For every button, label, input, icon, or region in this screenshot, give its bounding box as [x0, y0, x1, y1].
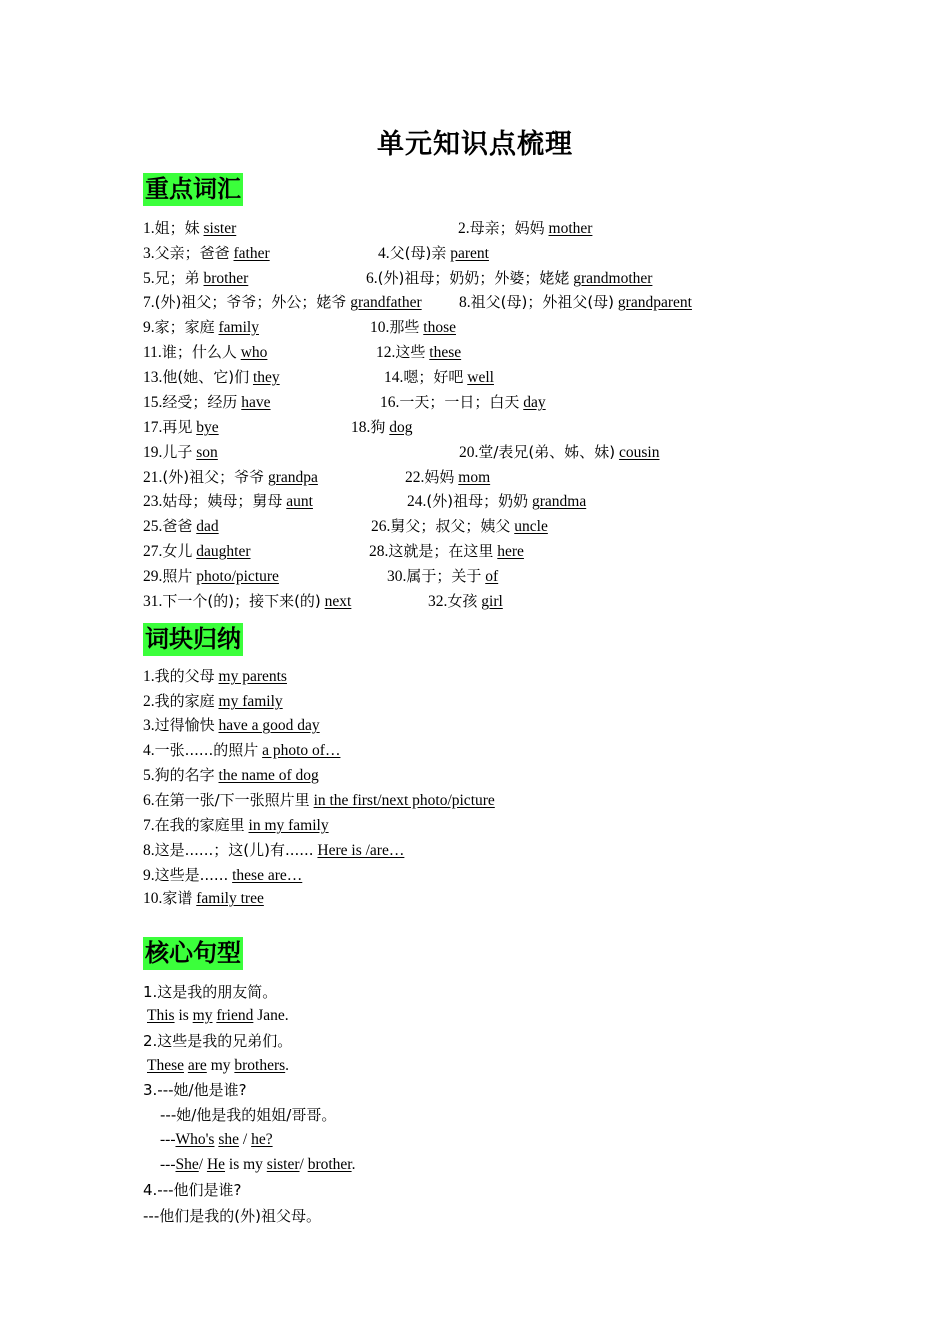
item-answer: son: [196, 444, 218, 461]
item-number: 11.: [143, 344, 162, 361]
item-answer: next: [324, 593, 352, 610]
answer: my: [192, 1007, 213, 1024]
item-answer: of: [485, 568, 499, 585]
item-number: 15.: [143, 394, 163, 411]
item-number: 13.: [143, 369, 163, 386]
item-answer: in my family: [248, 817, 329, 834]
item-number: 28.: [369, 543, 389, 560]
item-chinese: 姑母；姨母；舅母: [162, 492, 283, 510]
item-number: 17.: [143, 419, 163, 436]
item-chinese: 一天；一日；白天: [399, 393, 520, 411]
item-answer: they: [252, 369, 280, 386]
section-heading-vocab: 重点词汇: [143, 173, 243, 206]
item-number: 27.: [143, 543, 163, 560]
phrase-item: [143, 815, 329, 836]
vocab-item: [143, 541, 251, 562]
vocab-item: [428, 591, 503, 612]
answer: brother: [307, 1156, 352, 1173]
text: my: [206, 1057, 235, 1074]
item-answer: grandpa: [267, 469, 318, 486]
item-number: 6.: [366, 270, 378, 287]
item-chinese: 儿子: [162, 443, 193, 461]
item-chinese: 我的父母: [154, 667, 215, 685]
item-chinese: 父(母)亲: [389, 244, 447, 262]
item-answer: here: [497, 543, 524, 560]
vocab-item: [376, 342, 461, 363]
vocab-item: [143, 591, 351, 612]
sentence-4-cn-answer: ---他们是我的(外)祖父母。: [143, 1207, 321, 1225]
sentence-2-cn: 2.这些是我的兄弟们。: [143, 1032, 293, 1050]
phrase-item: [143, 666, 287, 687]
item-chinese: 那些: [389, 318, 420, 336]
item-chinese: 兄；弟: [154, 269, 200, 287]
answer: This: [147, 1007, 175, 1024]
phrase-item: [143, 865, 302, 886]
text: Jane.: [253, 1007, 289, 1024]
item-answer: aunt: [286, 493, 313, 510]
item-chinese: (外)祖母；奶奶: [426, 492, 529, 510]
sentence-1-cn: 1.这是我的朋友简。: [143, 983, 278, 1001]
item-answer: have a good day: [218, 717, 320, 734]
item-chinese: (外)祖父；爷爷；外公；姥爷: [154, 293, 347, 311]
vocab-item: [407, 491, 586, 512]
item-answer: parent: [450, 245, 489, 262]
item-chinese: 照片: [162, 567, 193, 585]
text: ---: [160, 1156, 176, 1173]
sentence-3-cn: 3.---她/他是谁?: [143, 1081, 247, 1099]
item-number: 7.: [143, 294, 155, 311]
item-answer: dad: [196, 518, 219, 535]
answer: she: [218, 1131, 240, 1148]
item-answer: brother: [203, 270, 249, 287]
item-answer: the name of dog: [218, 767, 319, 784]
item-answer: those: [423, 319, 456, 336]
item-answer: uncle: [514, 518, 548, 535]
item-chinese: 母亲；妈妈: [469, 219, 545, 237]
vocab-item: [143, 442, 218, 463]
answer: friend: [216, 1007, 254, 1024]
text: is my: [225, 1156, 267, 1173]
vocab-item: [143, 292, 422, 313]
item-answer: father: [233, 245, 270, 262]
text: .: [285, 1057, 290, 1074]
text: /: [299, 1156, 308, 1173]
item-answer: grandma: [531, 493, 587, 510]
item-chinese: 这就是；在这里: [388, 542, 494, 560]
item-chinese: 女孩: [447, 592, 478, 610]
phrase-item: [143, 840, 404, 861]
vocab-item: [143, 268, 248, 289]
item-chinese: (外)祖父；爷爷: [162, 468, 265, 486]
item-answer: cousin: [619, 444, 660, 461]
item-chinese: 过得愉快: [154, 716, 215, 734]
answer: brothers: [234, 1057, 286, 1074]
item-chinese: 谁；什么人: [161, 343, 237, 361]
item-number: 29.: [143, 568, 163, 585]
phrase-item: [143, 691, 283, 712]
vocab-item: [371, 516, 548, 537]
phrase-item: [143, 740, 340, 761]
item-number: 25.: [143, 518, 163, 535]
item-chinese: 属于；关于: [406, 567, 482, 585]
item-answer: well: [467, 369, 494, 386]
item-chinese: 父亲；爸爸: [154, 244, 230, 262]
item-answer: my parents: [218, 668, 287, 685]
item-answer: daughter: [196, 543, 251, 560]
answer: he?: [251, 1131, 273, 1148]
item-answer: have: [241, 394, 271, 411]
item-answer: my family: [218, 693, 283, 710]
item-answer: grandmother: [573, 270, 653, 287]
item-number: 20.: [459, 444, 479, 461]
item-answer: these: [429, 344, 462, 361]
sentence-3-en-answer: [160, 1155, 355, 1175]
item-chinese: 妈妈: [424, 468, 455, 486]
item-number: 30.: [387, 568, 407, 585]
item-chinese: 狗的名字: [154, 766, 215, 784]
item-chinese: 家谱: [162, 889, 193, 907]
phrase-item: [143, 790, 495, 811]
item-answer: dog: [389, 419, 413, 436]
item-number: 10.: [143, 890, 163, 907]
item-number: 8.: [459, 294, 471, 311]
item-number: 7.: [143, 817, 155, 834]
sentence-2-en: [147, 1056, 289, 1076]
vocab-item: [143, 467, 318, 488]
vocab-item: [378, 243, 489, 264]
item-answer: in the first/next photo/picture: [313, 792, 495, 809]
vocab-item: [459, 442, 659, 463]
item-answer: a photo of…: [262, 742, 341, 759]
item-chinese: (外)祖母；奶奶；外婆；姥姥: [377, 269, 570, 287]
item-number: 16.: [380, 394, 400, 411]
vocab-item: [384, 367, 494, 388]
item-number: 9.: [143, 319, 155, 336]
vocab-item: [143, 516, 219, 537]
item-answer: Here is /are…: [317, 842, 405, 859]
answer: sister: [266, 1156, 300, 1173]
vocab-item: [143, 566, 279, 587]
item-answer: photo/picture: [196, 568, 279, 585]
phrase-item: [143, 765, 319, 786]
item-number: 3.: [143, 245, 155, 262]
item-answer: girl: [481, 593, 503, 610]
item-chinese: 这是......；这(儿)有......: [154, 841, 314, 859]
item-number: 24.: [407, 493, 427, 510]
vocab-item: [370, 317, 456, 338]
item-chinese: 这些: [395, 343, 426, 361]
vocab-item: [143, 491, 313, 512]
item-chinese: 我的家庭: [154, 692, 215, 710]
vocab-item: [366, 268, 652, 289]
item-answer: grandparent: [617, 294, 692, 311]
sentence-1-en: [147, 1006, 289, 1026]
vocab-item: [458, 218, 592, 239]
item-chinese: 堂/表兄(弟、姊、妹): [478, 443, 616, 461]
item-number: 21.: [143, 469, 163, 486]
item-chinese: 经受；经历: [162, 393, 238, 411]
item-number: 8.: [143, 842, 155, 859]
item-number: 32.: [428, 593, 448, 610]
vocab-item: [143, 317, 259, 338]
item-number: 14.: [384, 369, 404, 386]
item-chinese: 女儿: [162, 542, 193, 560]
item-answer: these are…: [232, 867, 303, 884]
text: is: [174, 1007, 193, 1024]
item-number: 4.: [143, 742, 155, 759]
vocab-item: [380, 392, 546, 413]
item-chinese: 在我的家庭里: [154, 816, 245, 834]
answer: Who's: [175, 1131, 215, 1148]
vocab-item: [143, 417, 219, 438]
item-number: 5.: [143, 270, 155, 287]
section-heading-phrases: 词块归纳: [143, 623, 243, 656]
text: ---: [160, 1131, 176, 1148]
item-number: 23.: [143, 493, 163, 510]
item-number: 9.: [143, 867, 155, 884]
item-chinese: 他(她、它)们: [162, 368, 250, 386]
item-number: 1.: [143, 220, 155, 237]
vocab-item: [143, 218, 236, 239]
answer: She: [175, 1156, 199, 1173]
item-chinese: 家；家庭: [154, 318, 215, 336]
text: /: [198, 1156, 207, 1173]
text: .: [351, 1156, 356, 1173]
item-chinese: 嗯；好吧: [403, 368, 464, 386]
item-chinese: 下一个(的)；接下来(的): [162, 592, 321, 610]
text: /: [239, 1131, 252, 1148]
item-answer: bye: [196, 419, 219, 436]
vocab-item: [387, 566, 498, 587]
answer: He: [206, 1156, 226, 1173]
phrase-item: [143, 888, 264, 909]
item-answer: grandfather: [350, 294, 422, 311]
item-chinese: 祖父(母)；外祖父(母): [470, 293, 615, 311]
item-number: 10.: [370, 319, 390, 336]
item-chinese: 一张......的照片: [154, 741, 259, 759]
sentence-3-en-question: [160, 1130, 273, 1150]
item-number: 22.: [405, 469, 425, 486]
item-answer: family tree: [196, 890, 264, 907]
item-chinese: 这些是......: [154, 866, 229, 884]
item-chinese: 在第一张/下一张照片里: [154, 791, 310, 809]
item-answer: family: [218, 319, 259, 336]
item-number: 3.: [143, 717, 155, 734]
vocab-item: [143, 243, 270, 264]
section-heading-sentences: 核心句型: [143, 937, 243, 970]
item-number: 26.: [371, 518, 391, 535]
item-chinese: 再见: [162, 418, 193, 436]
item-chinese: 姐；妹: [154, 219, 200, 237]
item-number: 5.: [143, 767, 155, 784]
phrase-item: [143, 715, 320, 736]
item-number: 31.: [143, 593, 163, 610]
vocab-item: [143, 367, 280, 388]
vocab-item: [351, 417, 413, 438]
vocab-item: [143, 342, 267, 363]
sentence-3-cn-answer: ---她/他是我的姐姐/哥哥。: [160, 1106, 337, 1124]
sentence-4-cn: 4.---他们是谁?: [143, 1181, 242, 1199]
item-number: 6.: [143, 792, 155, 809]
item-answer: mom: [458, 469, 491, 486]
item-chinese: 爸爸: [162, 517, 193, 535]
item-number: 4.: [378, 245, 390, 262]
item-chinese: 舅父；叔父；姨父: [390, 517, 511, 535]
vocab-item: [405, 467, 490, 488]
item-answer: sister: [203, 220, 237, 237]
item-number: 12.: [376, 344, 396, 361]
item-number: 18.: [351, 419, 371, 436]
answer: These: [147, 1057, 185, 1074]
item-number: 19.: [143, 444, 163, 461]
item-number: 1.: [143, 668, 155, 685]
vocab-item: [459, 292, 692, 313]
vocab-item: [143, 392, 271, 413]
item-chinese: 狗: [370, 418, 386, 436]
item-number: 2.: [143, 693, 155, 710]
vocab-item: [369, 541, 524, 562]
item-answer: who: [240, 344, 268, 361]
page-title: 单元知识点梳理: [377, 129, 573, 160]
item-answer: day: [523, 394, 546, 411]
item-answer: mother: [548, 220, 593, 237]
item-number: 2.: [458, 220, 470, 237]
answer: are: [187, 1057, 207, 1074]
